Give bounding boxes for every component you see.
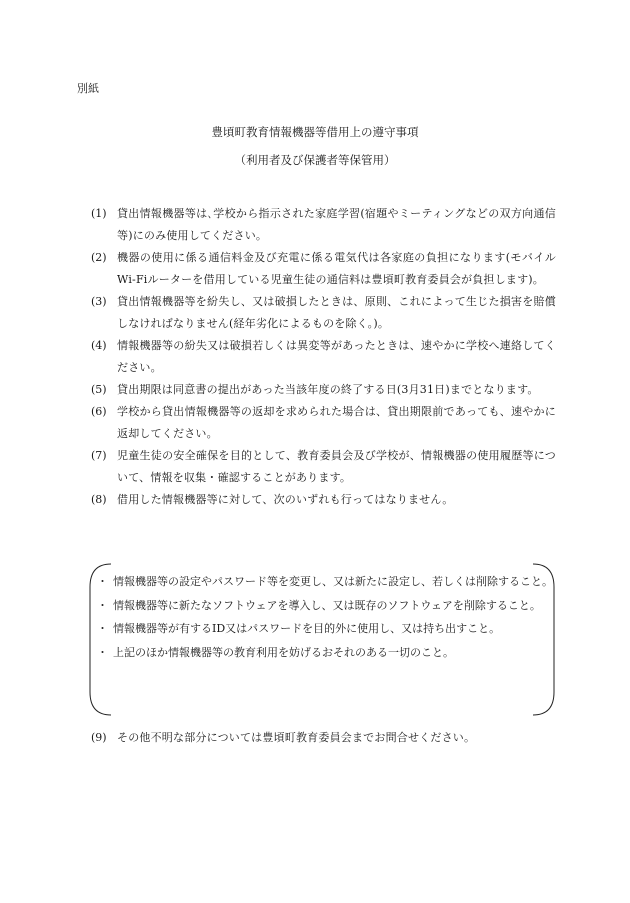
rule-number: (8) bbox=[91, 493, 107, 506]
rule-item-8 bbox=[91, 489, 556, 511]
bullet-marker: ・ bbox=[97, 622, 108, 635]
rule-text: 情報機器等の紛失又は破損若しくは異変等があったときは、速やかに学校へ連絡してください。 bbox=[117, 339, 556, 374]
prohibited-actions-list bbox=[97, 570, 555, 664]
rule-item-2 bbox=[91, 247, 556, 291]
bullet-marker: ・ bbox=[97, 645, 108, 659]
rule-item-1 bbox=[91, 203, 556, 247]
rule-number: (9) bbox=[91, 731, 107, 744]
rule-text: 借用した情報機器等に対して、次のいずれも行ってはなりません。 bbox=[117, 493, 454, 506]
rule-item-4 bbox=[91, 335, 556, 379]
attachment-label: 別紙 bbox=[77, 82, 99, 95]
prohibited-item-4 bbox=[97, 641, 555, 665]
rule-text: 学校から貸出情報機器等の返却を求められた場合は、貸出期限前であっても、速やかに返却してください。 bbox=[117, 405, 556, 440]
rule-item-7 bbox=[91, 445, 556, 489]
rule-item-6 bbox=[91, 401, 556, 445]
rule-number: (3) bbox=[91, 295, 107, 308]
rule-number: (1) bbox=[91, 207, 107, 220]
rule-text: その他不明な部分については豊頃町教育委員会までお問合せください。 bbox=[117, 731, 476, 744]
rules-list bbox=[91, 203, 556, 511]
rule-text: 機器の使用に係る通信料金及び充電に係る電気代は各家庭の負担になります(モバイルWi-Fiルーターを借用している児童生徒の通信料は豊頃町教育委員会が負担します)。 bbox=[117, 251, 556, 286]
prohibited-text: 上記のほか情報機器等の教育利用を妨げるおそれのある一切のこと。 bbox=[113, 645, 454, 659]
prohibited-text: 情報機器等が有するID又はパスワードを目的外に使用し、又は持ち出すこと。 bbox=[113, 622, 501, 635]
rule-text: 貸出情報機器等を紛失し、又は破損したときは、原則、これによって生じた損害を賠償しなければなりません(経年劣化によるものを除く。)。 bbox=[117, 295, 556, 330]
rule-item-9 bbox=[91, 727, 556, 749]
rule-text: 児童生徒の安全確保を目的として、教育委員会及び学校が、情報機器の使用履歴等について、情報を収集・確認することがあります。 bbox=[117, 449, 556, 484]
rule-item-5 bbox=[91, 379, 556, 401]
rule-number: (6) bbox=[91, 405, 107, 418]
prohibited-item-2 bbox=[97, 594, 555, 618]
bullet-marker: ・ bbox=[97, 575, 108, 588]
prohibited-item-3 bbox=[97, 617, 555, 641]
rule-number: (5) bbox=[91, 383, 107, 396]
prohibited-text: 情報機器等に新たなソフトウェアを導入し、又は既存のソフトウェアを削除すること。 bbox=[113, 598, 541, 612]
prohibited-item-1 bbox=[97, 570, 555, 594]
rule-number: (4) bbox=[91, 339, 107, 352]
rule-text: 貸出期限は同意書の提出があった当該年度の終了する日(3月31日)までとなります。 bbox=[117, 383, 539, 396]
document-title: 豊頃町教育情報機器等借用上の遵守事項 bbox=[211, 125, 419, 139]
prohibited-text: 情報機器等の設定やパスワード等を変更し、又は新たに設定し、若しくは削除すること。 bbox=[113, 575, 553, 588]
bullet-marker: ・ bbox=[97, 598, 108, 612]
rule-number: (7) bbox=[91, 449, 107, 462]
rule-text: 貸出情報機器等は､学校から指示された家庭学習(宿題やミーティングなどの双方向通信等)にのみ使用してください。 bbox=[117, 207, 556, 242]
rule-number: (2) bbox=[91, 251, 107, 264]
rule-item-3 bbox=[91, 291, 556, 335]
rules-list-continued bbox=[91, 727, 556, 749]
document-subtitle: （利用者及び保護者等保管用） bbox=[234, 153, 396, 167]
